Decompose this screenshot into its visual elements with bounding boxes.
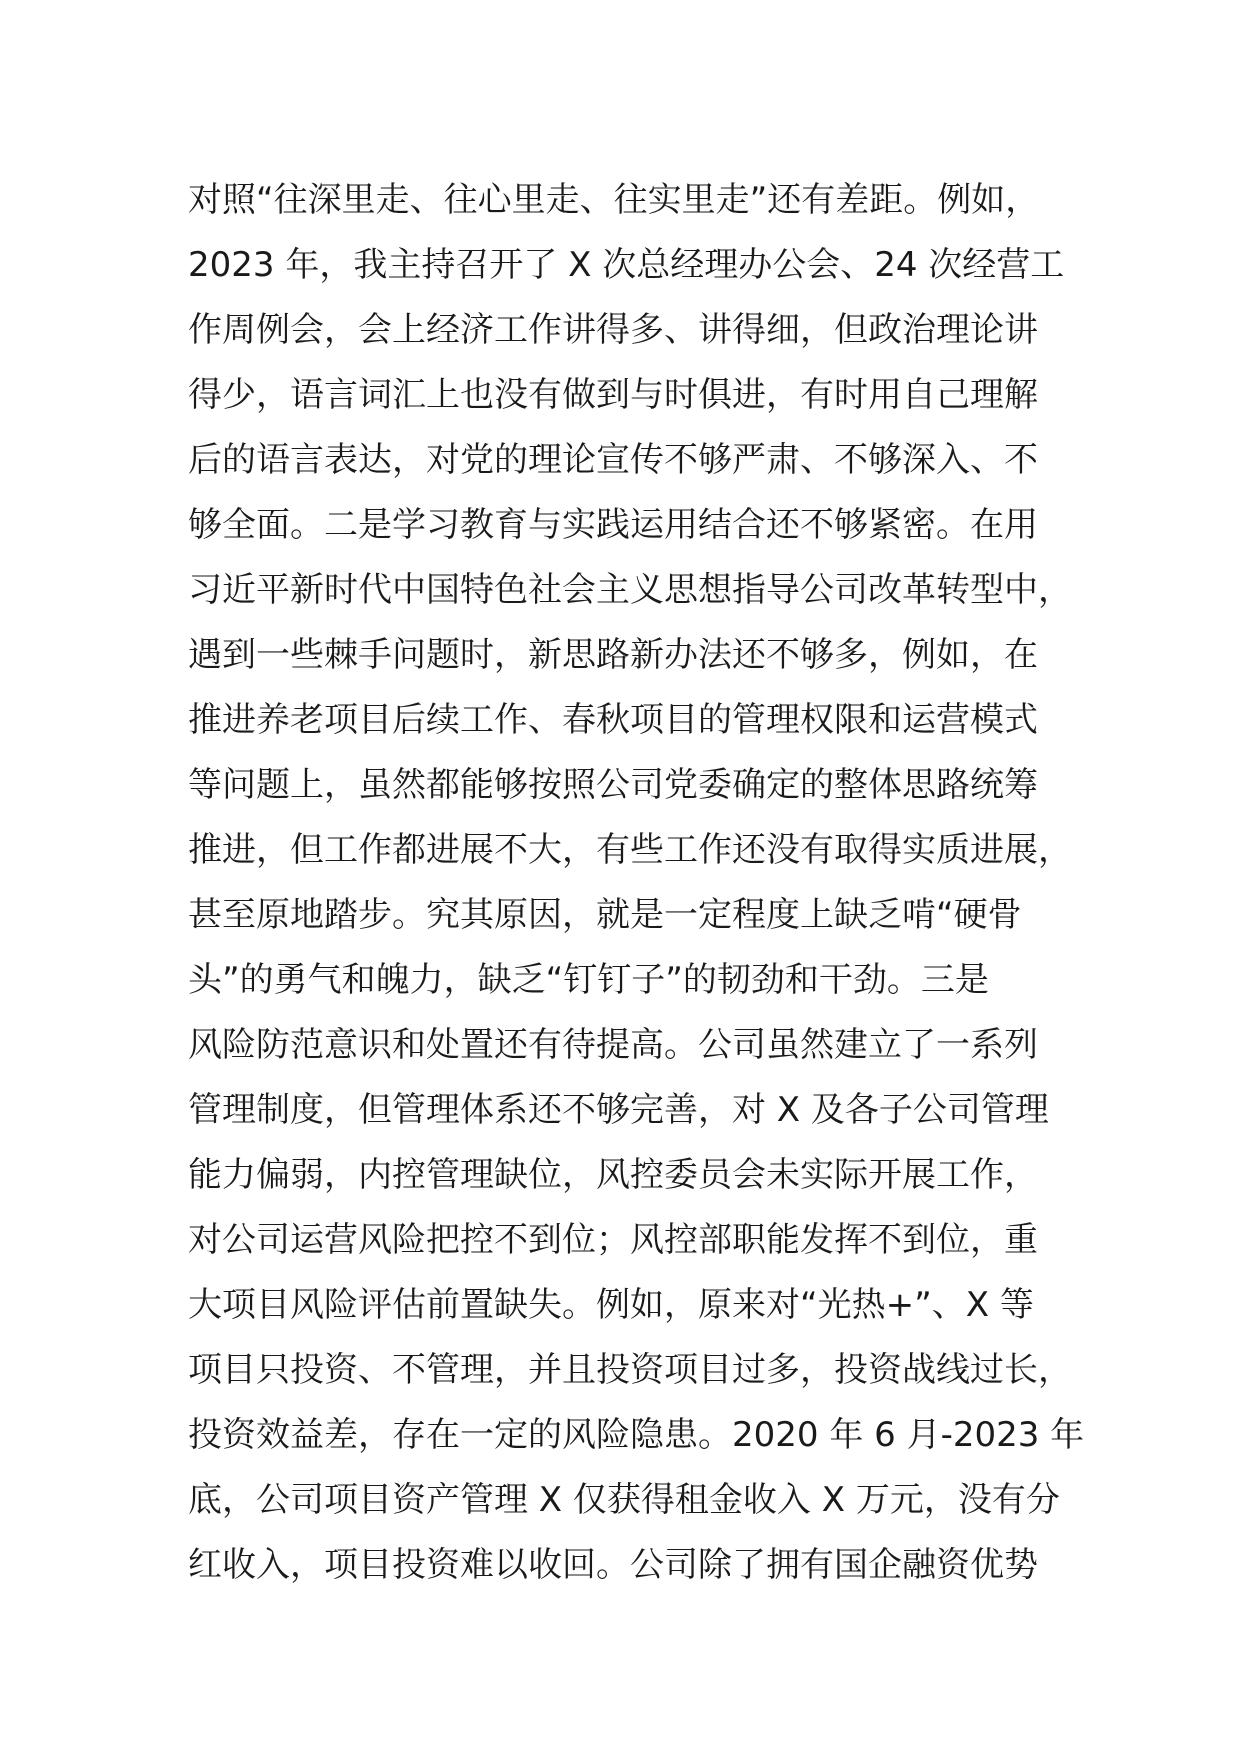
text-line: 推进，但工作都进展不大，有些工作还没有取得实质进展， — [188, 830, 1072, 870]
text-line: 大项目风险评估前置缺失。例如，原来对“光热+”、X 等 — [188, 1285, 1034, 1325]
text-line: 遇到一些棘手问题时，新思路新办法还不够多，例如，在 — [188, 635, 1038, 675]
text-line: 能力偏弱，内控管理缺位，风控委员会未实际开展工作， — [188, 1155, 1038, 1195]
body-text — [188, 168, 1088, 1598]
text-line: 底，公司项目资产管理 X 仅获得租金收入 X 万元，没有分 — [188, 1480, 1060, 1520]
text-line: 对公司运营风险把控不到位；风控部职能发挥不到位，重 — [188, 1220, 1038, 1260]
text-line: 头”的勇气和魄力，缺乏“钉钉子”的韧劲和干劲。三是 — [188, 960, 989, 1000]
text-line: 红收入，项目投资难以收回。公司除了拥有国企融资优势 — [188, 1545, 1038, 1585]
text-line: 风险防范意识和处置还有待提高。公司虽然建立了一系列 — [188, 1025, 1038, 1065]
text-line: 项目只投资、不管理，并且投资项目过多，投资战线过长， — [188, 1350, 1072, 1390]
text-line: 习近平新时代中国特色社会主义思想指导公司改革转型中， — [188, 570, 1072, 610]
text-line: 得少，语言词汇上也没有做到与时俱进，有时用自己理解 — [188, 375, 1038, 415]
text-line: 作周例会，会上经济工作讲得多、讲得细，但政治理论讲 — [188, 310, 1038, 350]
text-line: 够全面。二是学习教育与实践运用结合还不够紧密。在用 — [188, 505, 1038, 545]
text-line: 推进养老项目后续工作、春秋项目的管理权限和运营模式 — [188, 700, 1038, 740]
text-line: 管理制度，但管理体系还不够完善，对 X 及各子公司管理 — [188, 1090, 1049, 1130]
text-line: 投资效益差，存在一定的风险隐患。2020 年 6 月-2023 年 — [188, 1415, 1085, 1455]
text-line: 对照“往深里走、往心里走、往实里走”还有差距。例如， — [188, 180, 1040, 220]
text-line: 后的语言表达，对党的理论宣传不够严肃、不够深入、不 — [188, 440, 1038, 480]
text-line: 甚至原地踏步。究其原因，就是一定程度上缺乏啃“硬骨 — [188, 895, 1022, 935]
text-line: 等问题上，虽然都能够按照公司党委确定的整体思路统筹 — [188, 765, 1038, 805]
text-line: 2023 年，我主持召开了 X 次总经理办公会、24 次经营工 — [188, 245, 1065, 285]
